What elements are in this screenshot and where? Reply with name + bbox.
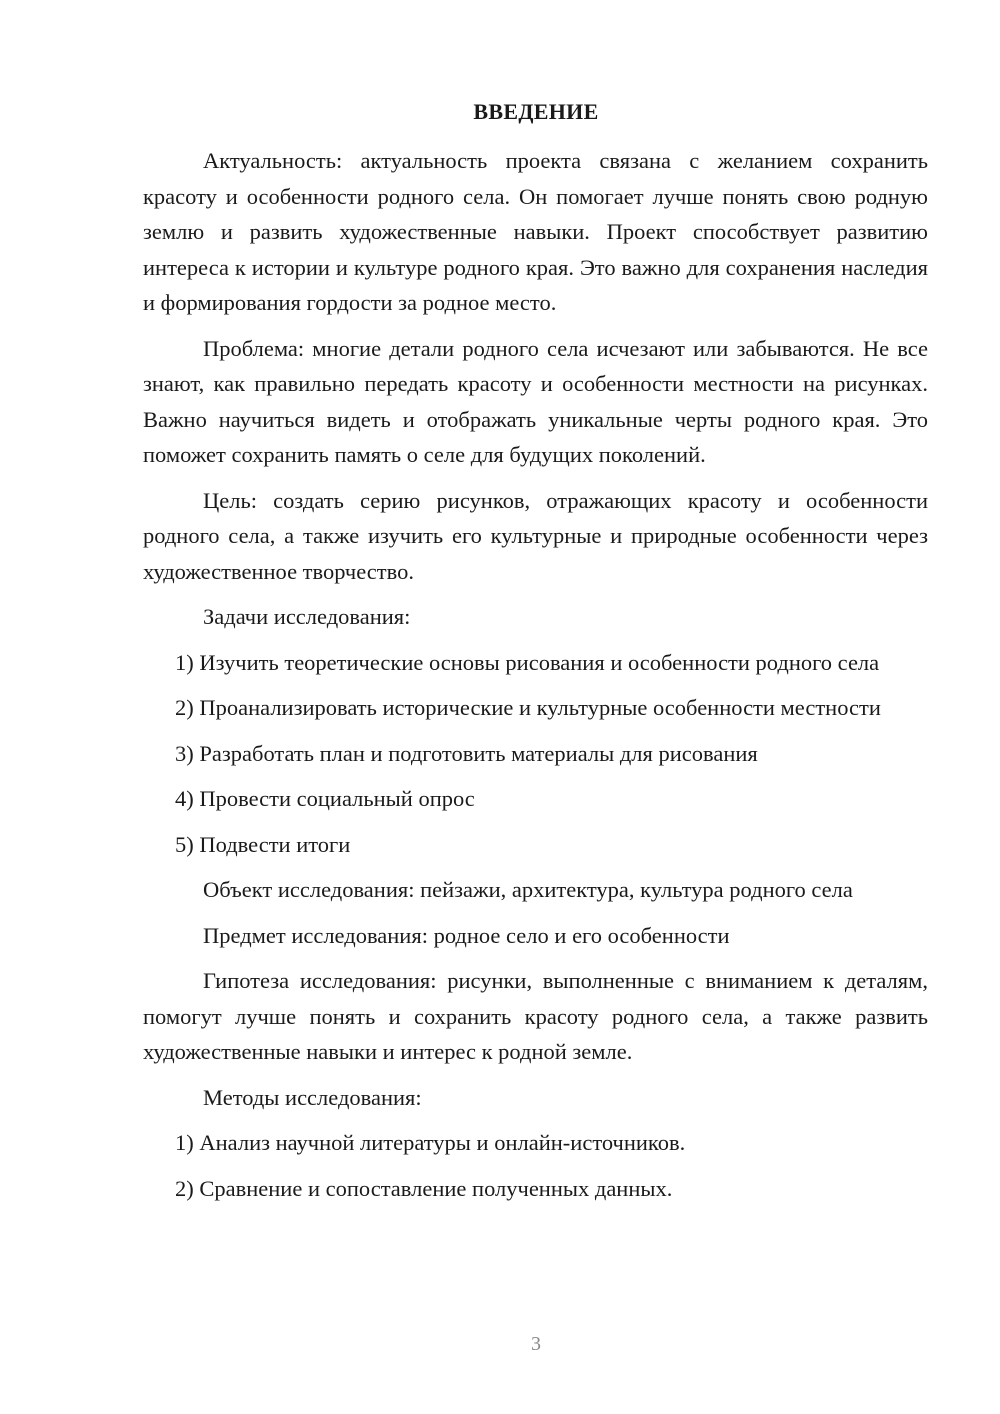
- page-number: 3: [531, 1333, 541, 1355]
- task-item: 1) Изучить теоретические основы рисования и особенности родного села: [175, 649, 880, 675]
- research-subject: Предмет исследования: родное село и его особенности: [203, 922, 730, 948]
- task-item: 4) Провести социальный опрос: [175, 786, 475, 811]
- document-body: [143, 143, 928, 1216]
- research-object: Объект исследования: пейзажи, архитектура, культура родного села: [203, 877, 853, 902]
- tasks-heading: Задачи исследования:: [203, 604, 411, 629]
- method-item: 1) Анализ научной литературы и онлайн-источников.: [175, 1130, 686, 1155]
- relevance-paragraph: Актуальность: актуальность проекта связана с желанием сохранить красоту и особенности родного села. Он помогает лучше понять свою родную землю и развить художественные навыки. Проект способствует развитию интереса к истории и культуре родного края. Это важно для сохранения наследия и формирования гордости за родное место.: [143, 148, 928, 315]
- task-item: 3) Разработать план и подготовить материалы для рисования: [175, 740, 758, 766]
- goal-paragraph: Цель: создать серию рисунков, отражающих красоту и особенности родного села, а также изучить его культурные и природные особенности через художественное творчество.: [143, 487, 928, 584]
- page-title: ВВЕДЕНИЕ: [473, 99, 599, 124]
- methods-heading: Методы исследования:: [203, 1084, 422, 1110]
- hypothesis-paragraph: Гипотеза исследования: рисунки, выполненные с вниманием к деталям, помогут лучше понять и сохранить красоту родного села, а также развить художественные навыки и интерес к родной земле.: [143, 968, 928, 1064]
- method-item: 2) Сравнение и сопоставление полученных данных.: [175, 1175, 673, 1201]
- task-item: 5) Подвести итоги: [175, 831, 351, 857]
- task-item: 2) Проанализировать исторические и культурные особенности местности: [175, 695, 881, 720]
- problem-paragraph: Проблема: многие детали родного села исчезают или забываются. Не все знают, как правильно передать красоту и особенности местности на рисунках. Важно научиться видеть и отображать уникальные черты родного края. Это поможет сохранить память о селе для будущих поколений.: [143, 335, 928, 467]
